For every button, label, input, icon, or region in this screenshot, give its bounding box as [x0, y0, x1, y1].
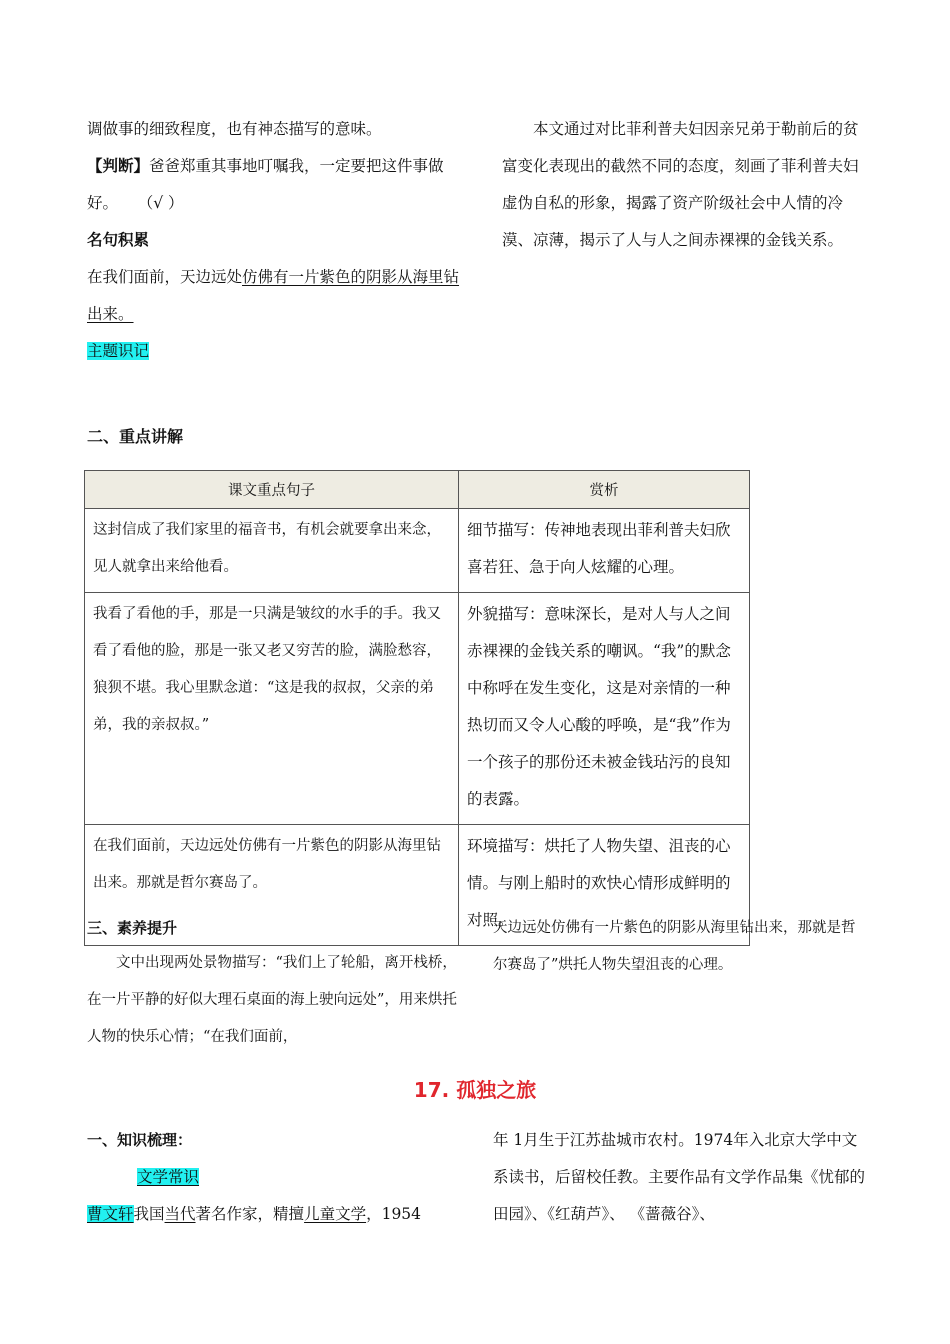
- genre-underlined: 儿童文学: [304, 1205, 367, 1223]
- quote-heading: 名句积累: [87, 231, 150, 249]
- section3-heading: 三、素养提升: [87, 919, 178, 937]
- col-header-analysis: 赏析: [459, 471, 750, 509]
- lit-tag-line: [87, 1159, 462, 1196]
- quote-underlined: 仿佛有一片紫色的阴影从海里钻出来。: [87, 268, 460, 323]
- sentence-cell: 这封信成了我们家里的福音书，有机会就要拿出来念，见人就拿出来给他看。: [85, 509, 459, 593]
- analysis-cell: 环境描写：烘托了人物失望、沮丧的心情。与刚上船时的欢快心情形成鲜明的对照。: [459, 825, 750, 946]
- author-text-2: 著名作家，精擅: [195, 1205, 305, 1223]
- lit-common-tag: 文学常识: [137, 1168, 200, 1186]
- judge-text: 爸爸郑重其事地叮嘱我，一定要把这件事做好。: [87, 157, 444, 212]
- right-top-paragraph: 本文通过对比菲利普夫妇因亲兄弟于勒前后的贫富变化表现出的截然不同的态度，刻画了菲利普夫妇虚伪自私的形象，揭露了资产阶级社会中人情的冷漠、凉薄，揭示了人与人之间赤裸裸的金钱关系。: [502, 120, 859, 249]
- knowledge-heading: 一、知识梳理：: [87, 1131, 193, 1149]
- section3-right-text: 天边远处仿佛有一片紫色的阴影从海里钻出来，那就是哲尔赛岛了”烘托人物失望沮丧的心理。: [493, 920, 856, 973]
- judge-item: [87, 148, 462, 222]
- table-row: [85, 509, 750, 593]
- section2-heading: 二、重点讲解: [87, 427, 184, 446]
- lesson17-left-column: [87, 1122, 462, 1233]
- judge-label: 【判断】: [87, 157, 150, 175]
- era-underlined: 当代: [164, 1205, 196, 1223]
- author-text-3: ，1954: [366, 1205, 422, 1223]
- continued-line: 调做事的细致程度，也有神态描写的意味。: [87, 120, 382, 138]
- quote-text: [87, 259, 462, 333]
- quote-prefix: 在我们面前，天边远处: [87, 268, 243, 286]
- left-top-column: [87, 111, 462, 370]
- col-header-sentence: 课文重点句子: [85, 471, 459, 509]
- lesson-title: 17. 孤独之旅: [413, 1078, 537, 1102]
- author-text-1: 我国: [133, 1205, 165, 1223]
- theme-tag-line: [87, 333, 462, 370]
- author-line: [87, 1196, 462, 1233]
- analysis-cell: 细节描写：传神地表现出菲利普夫妇欣喜若狂、急于向人炫耀的心理。: [459, 509, 750, 593]
- table-row: [85, 593, 750, 825]
- judge-answer: （√ ）: [137, 194, 184, 212]
- theme-tag: 主题识记: [87, 342, 150, 360]
- analysis-cell: 外貌描写：意味深长，是对人与人之间赤裸裸的金钱关系的嘲讽。“我”的默念中称呼在发生变化，这是对亲情的一种热切而又令人心酸的呼唤，是“我”作为一个孩子的那份还未被金钱玷污的良知的表露。: [459, 593, 750, 825]
- sentence-cell: 我看了看他的手，那是一只满是皱纹的水手的手。我又看了看他的脸，那是一张又老又穷苦的脸，满脸愁容，狼狈不堪。我心里默念道：“这是我的叔叔，父亲的弟弟，我的亲叔叔。”: [85, 593, 459, 825]
- table-header-row: [85, 471, 750, 509]
- author-name: 曹文轩: [87, 1205, 134, 1223]
- key-sentences-table: [84, 470, 750, 946]
- lesson17-right-text: 年 1月生于江苏盐城市农村。1974年入北京大学中文系读书，后留校任教。主要作品有文学作品集《忧郁的田园》、《红葫芦》、 《蔷薇谷》、: [493, 1131, 866, 1223]
- sentence-cell: 在我们面前，天边远处仿佛有一片紫色的阴影从海里钻出来。那就是哲尔赛岛了。: [85, 825, 459, 946]
- section3-left-text: 文中出现两处景物描写：“我们上了轮船，离开栈桥，在一片平静的好似大理石桌面的海上驶向远处”，用来烘托人物的快乐心情；“在我们面前，: [87, 955, 457, 1045]
